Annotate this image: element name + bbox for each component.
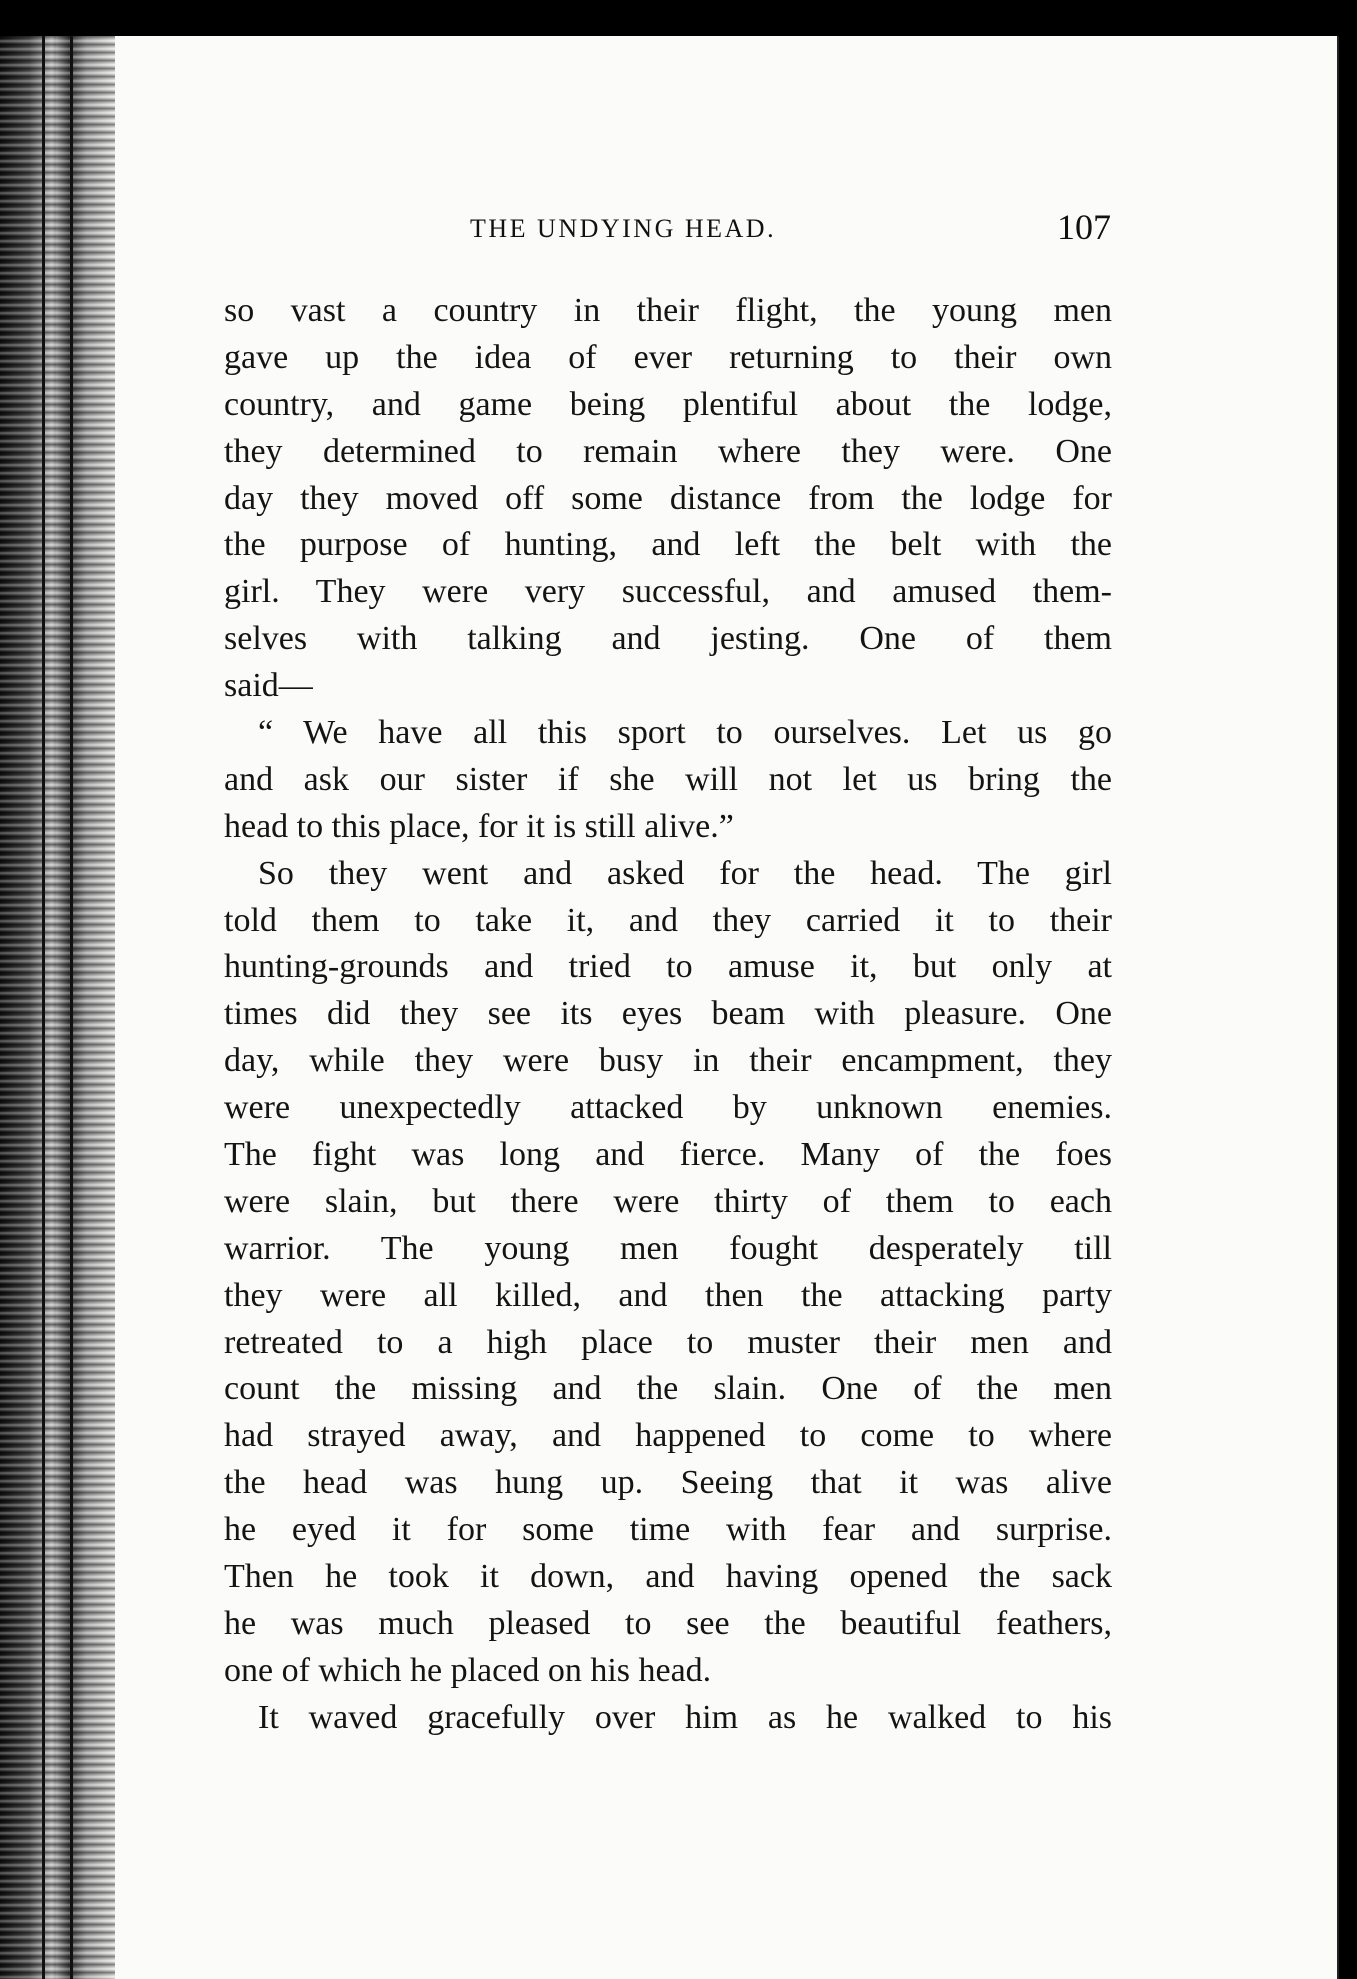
text-line: he eyed it for some time with fear and surprise. [224,1511,1112,1549]
text-line: and ask our sister if she will not let us bring the [224,760,1112,798]
text-line: gave up the idea of ever returning to their own [224,338,1112,376]
paragraph [224,288,1112,710]
text-line: were unexpectedly attacked by unknown enemies. [224,1089,1112,1127]
paragraph [224,710,1112,851]
gutter-edge-line [42,36,45,1979]
text-line: “ We have all this sport to ourselves. Let us go [258,714,1112,752]
text-line: times did they see its eyes beam with pleasure. One [224,995,1112,1033]
text-line: So they went and asked for the head. The girl [258,854,1112,892]
text-line: told them to take it, and they carried it to their [224,901,1112,939]
text-line: so vast a country in their flight, the young men [224,292,1112,329]
text-line: count the missing and the slain. One of the men [224,1370,1112,1408]
page-number: 107 [1057,207,1111,247]
text-line: the head was hung up. Seeing that it was alive [224,1464,1112,1502]
gutter-edge-line [70,36,73,1979]
text-line: he was much pleased to see the beautiful feathers, [224,1604,1112,1642]
text-line: hunting-grounds and tried to amuse it, but only at [224,948,1112,986]
text-line: they determined to remain where they were. One [224,432,1112,470]
text-line: country, and game being plentiful about the lodge, [224,385,1112,423]
text-line: had strayed away, and happened to come to where [224,1417,1112,1455]
paragraph [224,1695,1112,1742]
text-line: The fight was long and fierce. Many of the foes [224,1136,1112,1174]
text-line: selves with talking and jesting. One of them [224,620,1112,658]
page-right-edge [1337,36,1339,1979]
text-line: head to this place, for it is still alive.” [224,807,734,845]
text-line: were slain, but there were thirty of them to each [224,1182,1112,1220]
book-gutter-shadow [0,36,115,1979]
body-text [224,288,1112,1742]
text-line: warrior. The young men fought desperately till [224,1229,1112,1267]
text-line: day they moved off some distance from the lodge for [224,479,1112,517]
text-line: It waved gracefully over him as he walked to his [258,1698,1112,1736]
text-line: Then he took it down, and having opened the sack [224,1558,1112,1596]
text-line: the purpose of hunting, and left the belt with the [224,526,1112,564]
paragraph [224,851,1112,1695]
text-line: retreated to a high place to muster their men and [224,1323,1112,1361]
text-line: one of which he placed on his head. [224,1651,712,1689]
text-line: girl. They were very successful, and amused them- [224,573,1112,611]
text-line: said— [224,667,313,705]
running-title: THE UNDYING HEAD. [470,214,777,243]
text-line: they were all killed, and then the attacking party [224,1276,1112,1314]
text-line: day, while they were busy in their encampment, they [224,1042,1112,1080]
